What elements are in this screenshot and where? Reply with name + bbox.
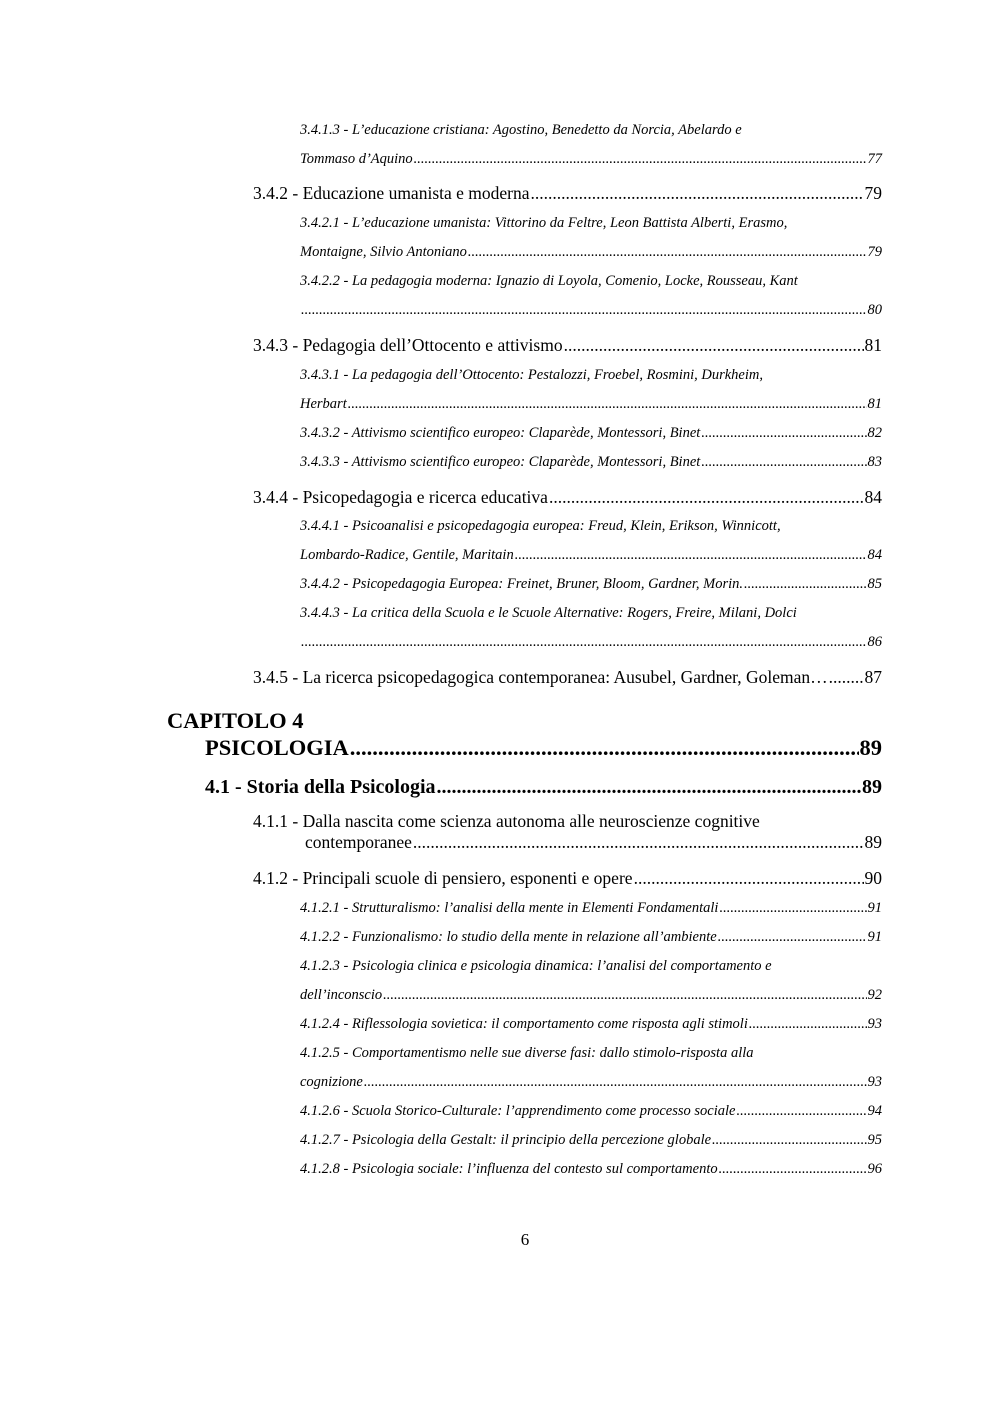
toc-page-number: 90 xyxy=(864,868,882,888)
toc-entry-line[interactable] xyxy=(300,302,882,319)
leader-dots xyxy=(348,396,867,413)
toc-entry-text: 3.4.1.3 - L’educazione cristiana: Agostino, Benedetto da Norcia, Abelardo e xyxy=(300,122,742,138)
leader-dots xyxy=(301,302,867,319)
toc-entry-line[interactable] xyxy=(300,987,882,1004)
toc-entry-title: 3.4.4.2 - Psicopedagogia Europea: Freinet, Bruner, Bloom, Gardner, Morin. xyxy=(300,576,744,592)
toc-entry-line[interactable] xyxy=(300,396,882,413)
toc-page-number: 80 xyxy=(867,302,882,318)
toc-entry-line[interactable] xyxy=(253,183,882,204)
leader-dots xyxy=(468,244,867,261)
toc-entry-line[interactable] xyxy=(300,576,882,593)
toc-entry-title: 3.4.5 - La ricerca psicopedagogica contemporanea: Ausubel, Gardner, Goleman… xyxy=(253,667,828,687)
toc-page-number: 81 xyxy=(867,396,882,412)
toc-entry-title: 4.1.2.2 - Funzionalismo: lo studio della mente in relazione all’ambiente xyxy=(300,929,717,945)
leader-dots xyxy=(701,454,866,471)
toc-entry-title: 4.1.2.6 - Scuola Storico-Culturale: l’apprendimento come processo sociale xyxy=(300,1103,736,1119)
toc-entry-text: 3.4.2.2 - La pedagogia moderna: Ignazio di Loyola, Comenio, Locke, Rousseau, Kant xyxy=(300,273,798,289)
toc-entry-line[interactable] xyxy=(300,1074,882,1091)
leader-dots xyxy=(701,425,866,442)
leader-dots xyxy=(712,1132,866,1149)
leader-dots xyxy=(413,832,864,853)
toc-entry-line[interactable] xyxy=(253,487,882,508)
toc-page-number: 92 xyxy=(867,987,882,1003)
toc-page-number: 96 xyxy=(867,1161,882,1177)
leader-dots xyxy=(564,335,864,356)
toc-entry-line[interactable] xyxy=(300,1161,882,1178)
leader-dots xyxy=(749,1016,867,1033)
leader-dots xyxy=(744,576,866,593)
toc-entry-line[interactable] xyxy=(300,900,882,917)
toc-entry-line[interactable] xyxy=(253,868,882,889)
toc-entry-line[interactable] xyxy=(300,1103,882,1120)
toc-entry-title: Tommaso d’Aquino xyxy=(300,151,413,167)
toc-page-number: 93 xyxy=(867,1016,882,1032)
toc-entry-text: 4.1.2.5 - Comportamentismo nelle sue diverse fasi: dallo stimolo-risposta alla xyxy=(300,1045,754,1061)
toc-page-number: 82 xyxy=(867,425,882,441)
toc-page-number: 84 xyxy=(867,547,882,563)
toc-entry-title: 3.4.2 - Educazione umanista e moderna xyxy=(253,183,530,203)
toc-entry-text: 4.1.1 - Dalla nascita come scienza autonoma alle neuroscienze cognitive xyxy=(253,811,760,831)
toc-page-number: 89 xyxy=(864,832,882,852)
toc-entry-title: Montaigne, Silvio Antoniano xyxy=(300,244,467,260)
toc-entry-text: 3.4.2.1 - L’educazione umanista: Vittorino da Feltre, Leon Battista Alberti, Erasmo, xyxy=(300,215,788,231)
toc-page-number: 84 xyxy=(864,487,882,507)
leader-dots xyxy=(719,900,866,917)
toc-entry-title: contemporanee xyxy=(305,832,412,852)
toc-page-number: 87 xyxy=(864,667,882,687)
leader-dots xyxy=(829,667,864,688)
toc-entry-line[interactable] xyxy=(205,776,882,799)
toc-page-number: 77 xyxy=(867,151,882,167)
leader-dots xyxy=(364,1074,867,1091)
toc-entry-text: 3.4.4.3 - La critica della Scuola e le Scuole Alternative: Rogers, Freire, Milani, Dolci xyxy=(300,605,797,621)
toc-entry-line[interactable] xyxy=(300,1132,882,1149)
toc-entry-title: 3.4.3.2 - Attivismo scientifico europeo: Claparède, Montessori, Binet xyxy=(300,425,701,441)
toc-entry-line[interactable] xyxy=(300,634,882,651)
toc-page-number: 89 xyxy=(862,776,882,798)
toc-entry-line[interactable] xyxy=(300,244,882,261)
leader-dots xyxy=(383,987,866,1004)
toc-entry-line[interactable] xyxy=(305,832,882,853)
toc-entry-title: 3.4.3.3 - Attivismo scientifico europeo: Claparède, Montessori, Binet xyxy=(300,454,701,470)
toc-entry-title: Lombardo-Radice, Gentile, Maritain xyxy=(300,547,514,563)
toc-entry-line[interactable] xyxy=(300,929,882,946)
toc-entry-title: 4.1.2.8 - Psicologia sociale: l’influenza del contesto sul comportamento xyxy=(300,1161,718,1177)
toc-entry-title: 4.1 - Storia della Psicologia xyxy=(205,776,436,798)
toc-page-number: 85 xyxy=(867,576,882,592)
leader-dots xyxy=(350,735,859,761)
toc-page-number: 91 xyxy=(867,929,882,945)
leader-dots xyxy=(736,1103,866,1120)
toc-entry-title: PSICOLOGIA xyxy=(205,735,349,760)
toc-page-number: 94 xyxy=(867,1103,882,1119)
leader-dots xyxy=(549,487,864,508)
leader-dots xyxy=(634,868,864,889)
leader-dots xyxy=(531,183,864,204)
leader-dots xyxy=(301,634,867,651)
toc-page-number: 89 xyxy=(859,735,882,760)
toc-entry-line[interactable] xyxy=(253,667,882,688)
toc-entry-title: dell’inconscio xyxy=(300,987,383,1003)
toc-entry-title: 3.4.3 - Pedagogia dell’Ottocento e attivismo xyxy=(253,335,563,355)
toc-entry-line[interactable] xyxy=(205,735,882,761)
leader-dots xyxy=(437,776,861,799)
toc-entry-title: 3.4.4 - Psicopedagogia e ricerca educativa xyxy=(253,487,548,507)
toc-entry-title: cognizione xyxy=(300,1074,363,1090)
toc-page-number: 79 xyxy=(864,183,882,203)
toc-page-number: 86 xyxy=(867,634,882,650)
toc-page-number: 93 xyxy=(867,1074,882,1090)
toc-entry-line[interactable] xyxy=(300,425,882,442)
chapter-heading: CAPITOLO 4 xyxy=(167,708,304,733)
toc-entry-line[interactable] xyxy=(300,454,882,471)
page-number-footer: 6 xyxy=(520,1230,530,1249)
toc-entry-title: 4.1.2.7 - Psicologia della Gestalt: il principio della percezione globale xyxy=(300,1132,712,1148)
toc-page-number: 91 xyxy=(867,900,882,916)
toc-page-number: 79 xyxy=(867,244,882,260)
leader-dots xyxy=(414,151,867,168)
toc-entry-title: 4.1.2.4 - Riflessologia sovietica: il comportamento come risposta agli stimoli xyxy=(300,1016,748,1032)
leader-dots xyxy=(718,929,867,946)
toc-entry-title: Herbart xyxy=(300,396,347,412)
toc-page-number: 83 xyxy=(867,454,882,470)
toc-page-number: 81 xyxy=(864,335,882,355)
leader-dots xyxy=(719,1161,867,1178)
toc-entry-text: 4.1.2.3 - Psicologia clinica e psicologia dinamica: l’analisi del comportamento e xyxy=(300,958,772,974)
toc-entry-title: 4.1.2.1 - Strutturalismo: l’analisi della mente in Elementi Fondamentali xyxy=(300,900,719,916)
toc-entry-text: 3.4.3.1 - La pedagogia dell’Ottocento: Pestalozzi, Froebel, Rosmini, Durkheim, xyxy=(300,367,763,383)
toc-entry-line[interactable] xyxy=(253,335,882,356)
toc-entry-title: 4.1.2 - Principali scuole di pensiero, esponenti e opere xyxy=(253,868,633,888)
toc-entry-line[interactable] xyxy=(300,151,882,168)
toc-page-number: 95 xyxy=(867,1132,882,1148)
leader-dots xyxy=(515,547,867,564)
toc-entry-line[interactable] xyxy=(300,1016,882,1033)
toc-entry-line[interactable] xyxy=(300,547,882,564)
toc-entry-text: 3.4.4.1 - Psicoanalisi e psicopedagogia europea: Freud, Klein, Erikson, Winnicott, xyxy=(300,518,781,534)
